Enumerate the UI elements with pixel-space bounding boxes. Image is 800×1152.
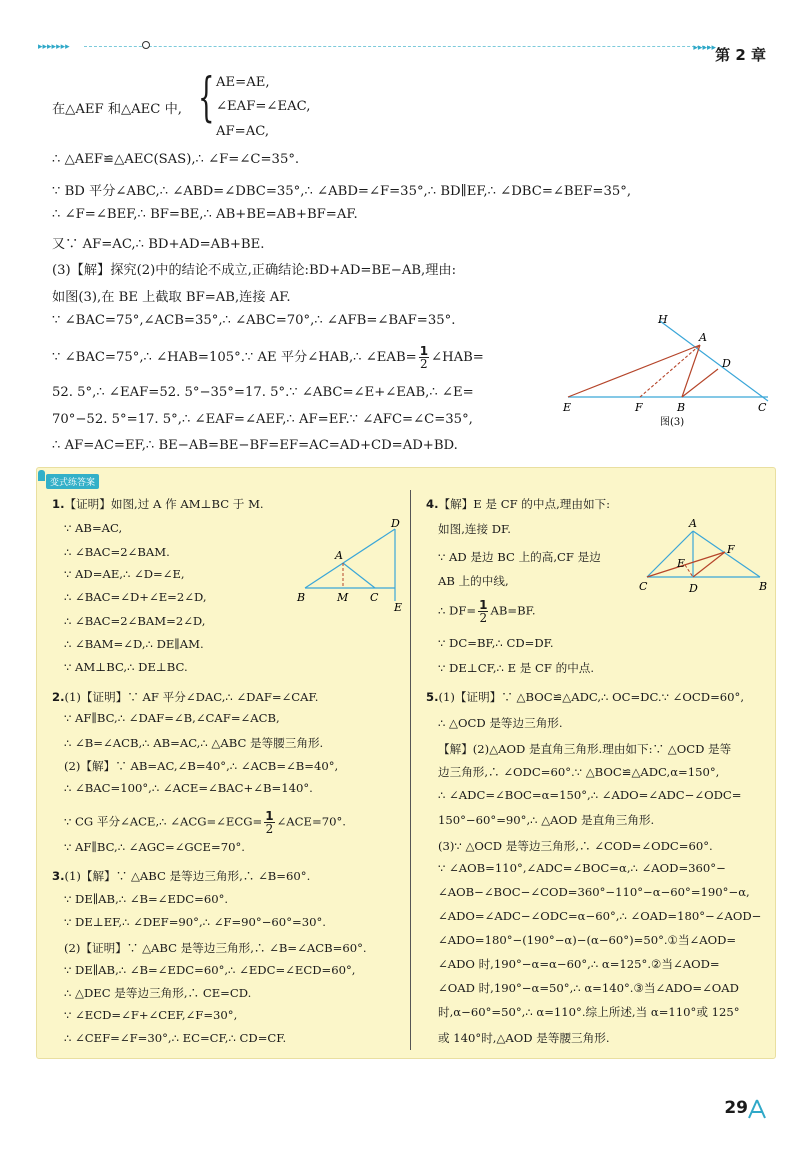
answer-text: ∵ CG 平分∠ACE,∴ ∠ACG=∠ECG=	[64, 814, 263, 829]
answer-line	[438, 636, 554, 650]
answer-text: ∴ ∠B=∠ACB,∴ AB=AC,∴ △ABC 是等腰三角形.	[64, 736, 324, 750]
label-D: D	[391, 517, 400, 530]
line-AC	[343, 563, 375, 588]
proof-line: 在△AEF 和△AEC 中,	[52, 102, 182, 117]
answer-text: 或 140°时,△AOD 是等腰三角形.	[438, 1031, 610, 1045]
answer-text: ∵ ∠AOB=110°,∠ADC=∠BOC=α,∴ ∠AOD=360°−	[438, 861, 726, 875]
line-DF	[693, 552, 725, 577]
answer-text: (3)∵ △OCD 是等边三角形,∴ ∠COD=∠ODC=60°.	[438, 839, 713, 853]
fraction-half	[419, 345, 429, 370]
figure-1	[295, 513, 410, 613]
answer-line	[438, 573, 509, 589]
answer-text: ∵ DE⊥CF,∴ E 是 CF 的中点.	[438, 661, 595, 675]
answer-line	[64, 614, 205, 628]
question-number: 4.	[426, 497, 439, 511]
label-D: D	[722, 357, 731, 370]
answer-line	[52, 868, 310, 884]
answer-text: 【解】E 是 CF 的中点,理由如下:	[438, 497, 611, 511]
label-D: D	[689, 582, 698, 595]
answer-line	[438, 1030, 610, 1046]
fraction-numerator: 1	[265, 809, 274, 823]
answer-text: (1)【证明】∵ △BOC≌△ADC,∴ OC=DC.∵ ∠OCD=60°,	[438, 690, 745, 704]
line-BD	[305, 529, 395, 588]
answer-text: ∵ DE∥AB,∴ ∠B=∠EDC=60°.	[64, 892, 229, 906]
answer-text: ∵ AM⊥BC,∴ DE⊥BC.	[64, 660, 188, 674]
proof-line: 如图(3),在 BE 上截取 BF=AB,连接 AF.	[52, 290, 291, 305]
answer-line	[438, 741, 731, 757]
question-number: 1.	[52, 497, 65, 511]
answer-text: ∴ △OCD 是等边三角形.	[438, 716, 563, 730]
answer-text: ∠ADO 时,190°−α=α−60°,∴ α=125°.②当∠AOD=	[438, 957, 720, 971]
answer-line	[438, 980, 739, 996]
answer-line	[438, 788, 741, 802]
answer-text: 150°−60°=90°,∴ △AOD 是直角三角形.	[438, 813, 655, 827]
answer-text: ∴ ∠CEF=∠F=30°,∴ EC=CF,∴ CD=CF.	[64, 1031, 287, 1045]
proof-line: ∴ △AEF≌△AEC(SAS),∴ ∠F=∠C=35°.	[52, 152, 300, 167]
answer-text: 时,α−60°=50°,∴ α=110°.综上所述,当 α=110°或 125°	[438, 1005, 740, 1019]
chapter-label: 第 2 章	[715, 46, 766, 64]
answer-line	[64, 590, 207, 604]
answer-text: ∴ ∠BAC=2∠BAM.	[64, 545, 170, 559]
answer-text: ∵ ∠ECD=∠F+∠CEF,∠F=30°,	[64, 1008, 238, 1022]
answer-line	[438, 932, 736, 948]
answer-line	[64, 637, 204, 651]
header-rule	[84, 46, 710, 47]
label-C: C	[758, 401, 767, 414]
answer-text: ∴ ∠ADC=∠BOC=α=150°,∴ ∠ADO=∠ADC−∠ODC=	[438, 788, 742, 802]
figure-3	[560, 305, 775, 435]
answer-line	[64, 758, 338, 774]
label-M: M	[337, 591, 349, 604]
answer-line	[438, 1004, 740, 1020]
proof-text: ∵ ∠BAC=75°,∴ ∠HAB=105°.∵ AE 平分∠HAB,∴ ∠EAB=	[52, 350, 417, 365]
answer-line	[438, 909, 761, 923]
system-brace: {	[198, 68, 215, 128]
proof-line: ∵ ∠BAC=75°,∠ACB=35°,∴ ∠ABC=70°,∴ ∠AFB=∠BAF=35°.	[52, 313, 456, 328]
answer-text: ∠ADO=∠ADC−∠ODC=α−60°,∴ ∠OAD=180°−∠AOD−	[438, 909, 762, 923]
answer-text: ∵ AD 是边 BC 上的高,CF 是边	[438, 550, 601, 564]
figure-4	[635, 515, 775, 600]
answer-line	[426, 496, 610, 512]
answer-line	[64, 545, 170, 559]
answer-line	[64, 521, 122, 535]
label-E: E	[394, 601, 403, 613]
answer-line	[64, 915, 326, 929]
system-eq-3: AF=AC,	[216, 124, 270, 139]
label-A: A	[699, 331, 707, 344]
proof-line: ∴ AF=AC=EF,∴ BE−AB=BE−BF=EF=AC=AD+CD=AD+BD.	[52, 438, 458, 453]
label-B: B	[677, 401, 686, 414]
answer-line	[64, 810, 346, 835]
page-logo-icon	[747, 1098, 767, 1120]
answer-text: ∴ DF=	[438, 603, 477, 618]
answer-line	[426, 689, 744, 705]
answer-line	[64, 985, 251, 1001]
fraction-denominator: 2	[265, 822, 274, 836]
answer-line	[438, 764, 719, 780]
label-C: C	[639, 580, 648, 593]
answer-line	[64, 711, 280, 725]
answer-line	[438, 599, 536, 624]
answer-text: 【解】(2)△AOD 是直角三角形.理由如下:∵ △OCD 是等	[438, 742, 732, 756]
system-eq-1: AE=AE,	[216, 75, 270, 90]
label-F: F	[635, 401, 643, 414]
answer-line	[64, 963, 355, 977]
fraction-half	[264, 810, 274, 835]
answer-text: ∵ AD=AE,∴ ∠D=∠E,	[64, 567, 185, 581]
label-A: A	[689, 517, 697, 530]
proof-line: 70°−52. 5°=17. 5°,∴ ∠EAF=∠AEF,∴ AF=EF.∵ ∠AFC=∠C=35°,	[52, 412, 473, 427]
line-EA	[568, 345, 700, 397]
answer-line	[64, 940, 367, 956]
tag-pin-icon	[38, 470, 45, 481]
label-C: C	[370, 591, 379, 604]
answer-line	[438, 549, 601, 565]
proof-line: 又∵ AF=AC,∴ BD+AD=AB+BE.	[52, 237, 265, 252]
answer-line	[64, 1008, 237, 1022]
question-number: 3.	[52, 869, 65, 883]
proof-line: (3)【解】探究(2)中的结论不成立,正确结论:BD+AD=BE−AB,理由:	[52, 263, 457, 278]
answer-text: AB=BF.	[490, 603, 536, 618]
proof-line: ∵ BD 平分∠ABC,∴ ∠ABD=∠DBC=35°,∴ ∠ABD=∠F=35°,∴ BD∥EF,∴ ∠DBC=∠BEF=35°,	[52, 184, 632, 199]
label-E: E	[677, 557, 686, 570]
label-F: F	[727, 543, 735, 556]
answer-line	[438, 812, 654, 828]
header-arrows-right: ▸▸▸▸▸	[693, 43, 716, 53]
answer-text: ∴ ∠BAC=100°,∴ ∠ACE=∠BAC+∠B=140°.	[64, 781, 313, 795]
answer-text: ∵ AF∥BC,∴ ∠AGC=∠GCE=70°.	[64, 840, 245, 854]
answer-text: (2)【证明】∵ △ABC 是等边三角形,∴ ∠B=∠ACB=60°.	[64, 941, 367, 955]
proof-line: ∴ ∠F=∠BEF,∴ BF=BE,∴ AB+BE=AB+BF=AF.	[52, 207, 358, 222]
answer-line	[438, 715, 563, 731]
label-B: B	[759, 580, 768, 593]
answer-text: ∴ ∠BAC=∠D+∠E=2∠D,	[64, 590, 207, 604]
answer-text: ∠OAD 时,190°−α=50°,∴ α=140°.③当∠ADO=∠OAD	[438, 981, 739, 995]
proof-line	[52, 345, 484, 370]
answer-line	[64, 781, 313, 795]
figure-caption: 图(3)	[660, 417, 685, 428]
answer-line	[64, 660, 188, 674]
answer-line	[438, 660, 594, 676]
answer-text: ∵ AF∥BC,∴ ∠DAF=∠B,∠CAF=∠ACB,	[64, 711, 280, 725]
answer-text: ∵ DC=BF,∴ CD=DF.	[438, 636, 554, 650]
answer-text: ∴ △DEC 是等边三角形,∴ CE=CD.	[64, 986, 252, 1000]
answer-line	[64, 567, 185, 581]
answer-line	[438, 838, 713, 854]
answer-text: (1)【证明】∵ AF 平分∠DAC,∴ ∠DAF=∠CAF.	[64, 690, 319, 704]
answer-line	[64, 1031, 286, 1045]
column-divider	[410, 490, 411, 1050]
fraction-denominator: 2	[420, 357, 428, 371]
answer-text: (2)【解】∵ AB=AC,∠B=40°,∴ ∠ACB=∠B=40°,	[64, 759, 339, 773]
answer-line	[438, 861, 726, 875]
page-number: 29	[724, 1098, 748, 1118]
answer-line	[438, 521, 511, 537]
proof-text: ∠HAB=	[431, 350, 484, 365]
header-arrows: ▸▸▸▸▸▸▸	[38, 42, 70, 52]
header-dot	[142, 41, 150, 49]
label-E: E	[563, 401, 572, 414]
answer-text: ∵ DE∥AB,∴ ∠B=∠EDC=60°,∴ ∠EDC=∠ECD=60°,	[64, 963, 356, 977]
label-B: B	[297, 591, 306, 604]
answer-line	[64, 892, 228, 906]
answer-line	[64, 735, 323, 751]
label-A: A	[335, 549, 343, 562]
answer-text: 边三角形,∴ ∠ODC=60°.∵ △BOC≌△ADC,α=150°,	[438, 765, 720, 779]
answer-text: ∠ADO=180°−(190°−α)−(α−60°)=50°.①当∠AOD=	[438, 933, 737, 947]
question-number: 2.	[52, 690, 65, 704]
answer-text: ∵ DE⊥EF,∴ ∠DEF=90°,∴ ∠F=90°−60°=30°.	[64, 915, 326, 929]
answer-text: ∵ AB=AC,	[64, 521, 123, 535]
fraction-half	[478, 599, 488, 624]
question-number: 5.	[426, 690, 439, 704]
answer-line	[438, 956, 720, 972]
answer-line	[52, 496, 264, 512]
line-DE	[685, 565, 693, 577]
line-HC	[660, 321, 768, 401]
answer-box-tag: 变式练答案	[46, 474, 99, 489]
system-eq-2: ∠EAF=∠EAC,	[216, 99, 311, 114]
answer-text: ∠ACE=70°.	[276, 814, 346, 829]
answer-line	[64, 840, 245, 854]
answer-text: ∠AOB−∠BOC−∠COD=360°−110°−α−60°=190°−α,	[438, 885, 750, 899]
answer-text: ∴ ∠BAM=∠D,∴ DE∥AM.	[64, 637, 204, 651]
answer-text: AB 上的中线,	[438, 574, 509, 588]
answer-line	[438, 885, 750, 899]
fraction-numerator: 1	[419, 344, 429, 358]
label-H: H	[658, 313, 668, 326]
answer-text: ∴ ∠BAC=2∠BAM=2∠D,	[64, 614, 206, 628]
answer-line	[52, 689, 318, 705]
answer-text: 【证明】如图,过 A 作 AM⊥BC 于 M.	[64, 497, 264, 511]
proof-line: 52. 5°,∴ ∠EAF=52. 5°−35°=17. 5°.∵ ∠ABC=∠E+∠EAB,∴ ∠E=	[52, 385, 474, 400]
answer-text: (1)【解】∵ △ABC 是等边三角形,∴ ∠B=60°.	[64, 869, 311, 883]
fraction-denominator: 2	[479, 611, 488, 625]
fraction-numerator: 1	[479, 598, 488, 612]
answer-text: 如图,连接 DF.	[438, 522, 511, 536]
